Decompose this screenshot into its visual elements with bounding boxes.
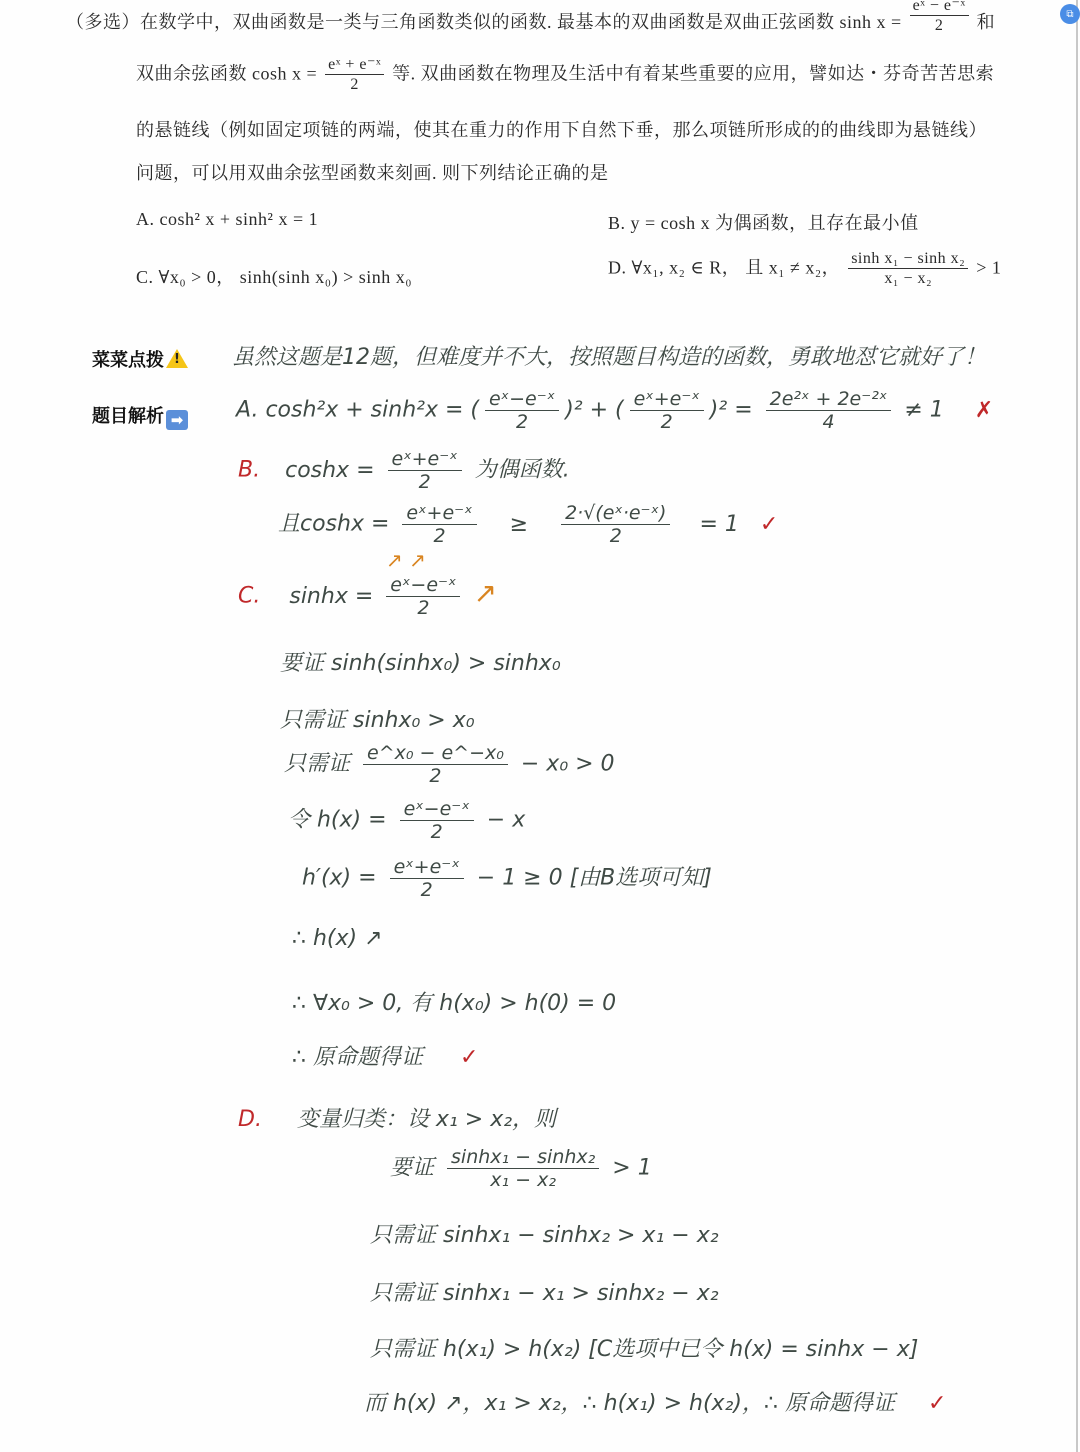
option-d[interactable]: D. ∀x₁, x₂ ∈ R， 且 x₁ ≠ x₂， $\frac{\text{sinh x₁ − sinh x₂}}{\text{x₁ − x₂}}$ > 1 xyxy=(608,250,1002,287)
analysis-d-line5: 只需证 h(x₁) > h(x₂) [C选项中已令 h(x) = sinhx − x] xyxy=(370,1337,919,1362)
analysis-c-line3: 只需证 sinhx₀ > x₀ xyxy=(280,708,475,733)
analysis-c-line1: C. sinhx = $\frac{\text{eˣ−e⁻ˣ}}{2}$ ↗ xyxy=(238,574,497,619)
option-b[interactable]: B. y = cosh x 为偶函数，且存在最小值 xyxy=(608,213,919,233)
increasing-arrow-icon: ↗ xyxy=(473,576,497,610)
question-line-1: （多选）在数学中，双曲函数是一类与三角函数类似的函数. 最基本的双曲函数是双曲正弦函数 sinh x = $\frac{\text{eˣ − e⁻ˣ}}{2}$ 和 xyxy=(66,8,995,36)
cosh-definition-fraction: $\frac{\text{eˣ + e⁻ˣ}}{2}$ xyxy=(325,56,384,95)
screen-capture-icon: ⧉ xyxy=(1066,8,1074,20)
check-mark-icon: ✓ xyxy=(759,511,779,537)
analysis-c-line8: ∴ ∀x₀ > 0, 有 h(x₀) > h(0) = 0 xyxy=(292,991,617,1016)
analysis-label: 题目解析 ➡ xyxy=(92,402,188,430)
right-arrow-icon: ➡ xyxy=(166,410,188,430)
analysis-d-line1: D. 变量归类：设 x₁ > x₂，则 xyxy=(238,1107,557,1132)
option-a[interactable]: A. cosh² x + sinh² x = 1 xyxy=(136,209,319,229)
analysis-d-line4: 只需证 sinhx₁ − x₁ > sinhx₂ − x₂ xyxy=(370,1281,719,1306)
check-mark-icon: ✓ xyxy=(460,1045,479,1070)
warning-icon xyxy=(166,349,188,368)
analysis-b-line1: B. coshx = $\frac{\text{eˣ+e⁻ˣ}}{2}$ 为偶函数. xyxy=(238,448,570,493)
analysis-c-line4: 只需证 $\frac{\text{e\textasciicircum{}x₀ − e\textasciicircum{}−x₀}}{2}$ − x₀ > 0 xyxy=(284,742,615,787)
hint-text: 虽然这题是12题，但难度并不大，按照题目构造的函数，勇敢地怼它就好了！ xyxy=(232,345,986,370)
floating-action-button[interactable] xyxy=(1060,4,1080,24)
question-line-3: 的悬链线（例如固定项链的两端，使其在重力的作用下自然下垂，那么项链所形成的的曲线即为悬链线） xyxy=(136,120,987,140)
page-edge-divider xyxy=(1076,0,1078,1452)
sinh-definition-fraction: $\frac{\text{eˣ − e⁻ˣ}}{2}$ xyxy=(910,0,969,36)
analysis-c-line7: ∴ h(x) ↗ xyxy=(292,926,383,951)
check-mark-icon: ✓ xyxy=(927,1391,947,1416)
question-line-2: 双曲余弦函数 cosh x = $\frac{\text{eˣ + e⁻ˣ}}{2}$ 等. 双曲函数在物理及生活中有着某些重要的应用，譬如达・芬奇苦苦思索 xyxy=(136,56,995,93)
analysis-c-line9: ∴ 原命题得证 ✓ xyxy=(292,1045,479,1070)
analysis-c-line5: 令 h(x) = $\frac{\text{eˣ−e⁻ˣ}}{2}$ − x xyxy=(288,798,526,843)
analysis-c-line6: h′(x) = $\frac{\text{eˣ+e⁻ˣ}}{2}$ − 1 ≥ 0 [由B选项可知] xyxy=(302,856,712,901)
increasing-arrows: ↗ ↗ xyxy=(386,548,426,572)
hint-label: 菜菜点拨! xyxy=(92,346,188,372)
analysis-d-line6: 而 h(x) ↗，x₁ > x₂，∴ h(x₁) > h(x₂)，∴ 原命题得证 ✓ xyxy=(364,1391,947,1416)
wrong-mark-icon: ✗ xyxy=(974,397,994,423)
question-line-4: 问题，可以用双曲余弦型函数来刻画. 则下列结论正确的是 xyxy=(136,163,609,183)
analysis-d-line3: 只需证 sinhx₁ − sinhx₂ > x₁ − x₂ xyxy=(370,1223,719,1248)
analysis-a: A. cosh²x + sinh²x = ( $\frac{\text{eˣ−e⁻ˣ}}{2}$ )² + ( $\frac{\text{eˣ+e⁻ˣ}}{2}$ )² = $\frac{\text{2e²ˣ + 2e⁻²ˣ}}{4}$ ≠ 1 ✗ xyxy=(236,388,994,433)
option-d-fraction: $\frac{\text{sinh x₁ − sinh x₂}}{\text{x₁ − x₂}}$ xyxy=(848,250,968,289)
analysis-b-line2: 且coshx = $\frac{\text{eˣ+e⁻ˣ}}{2}$ ≥ $\frac{\text{2·√(eˣ·e⁻ˣ)}}{2}$ = 1 ✓ xyxy=(278,502,779,547)
analysis-c-line2: 要证 sinh(sinhx₀) > sinhx₀ xyxy=(280,651,561,676)
analysis-d-line2: 要证 $\frac{\text{sinhx₁ − sinhx₂}}{\text{x₁ − x₂}}$ > 1 xyxy=(390,1146,652,1191)
option-c[interactable]: C. ∀x₀ > 0， sinh(sinh x₀) > sinh x₀ xyxy=(136,267,413,287)
